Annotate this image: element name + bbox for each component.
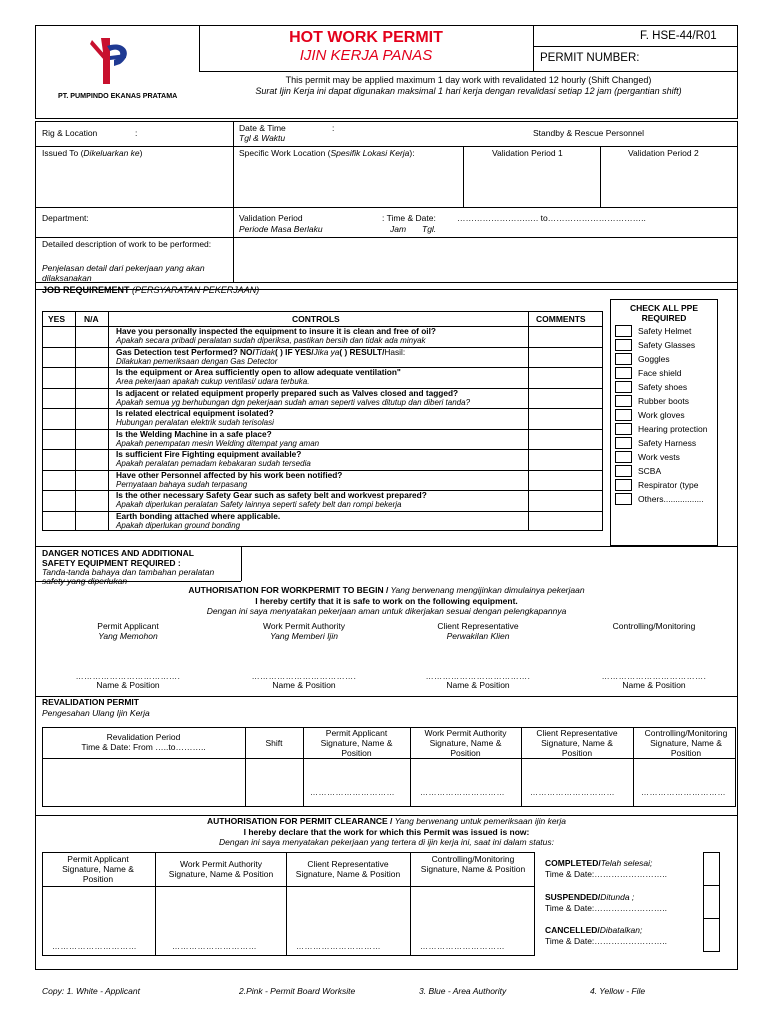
reval-col-client: Client Representative Signature, Name & Position [536,728,618,758]
cancelled-checkbox[interactable] [703,918,720,952]
form-code: F. HSE-44/R01 [640,30,717,42]
permit-number-label[interactable]: PERMIT NUMBER: [540,52,640,64]
ppe-label: SCBA [638,466,662,476]
control-question: Is the Welding Machine in a safe place? [116,429,272,439]
date-time-label-id: Tgl & Waktu [239,133,286,143]
rig-location-label: Rig & Location [42,128,98,138]
reval-col-applicant: Permit Applicant Signature, Name & Position [320,728,393,758]
company-logo [58,34,180,104]
ppe-label: Safety Harness [638,438,697,448]
description-label-id: Penjelasan detail dari pekerjaan yang akan dilaksanakan [42,263,205,283]
revalidation-title-id: Pengesahan Ulang Ijin Kerja [42,708,150,718]
footer-copy-3: 3. Blue - Area Authority [419,986,507,996]
validation-period-2-label: Validation Period 2 [628,148,699,158]
date-time-colon: : [332,123,335,133]
auth-signature-dots[interactable]: ………………………………. [425,672,531,681]
control-question: Is the equipment or Area sufficiently open to allow adequate ventilation" [116,367,401,377]
validation-period-1-label: Validation Period 1 [492,148,563,158]
control-question: Gas Detection test Performed? NO/Tidak( ) IF YES/Jika ya( ) RESULT/Hasil: [116,347,406,357]
status-completed: COMPLETED/Telah selesai; [545,858,653,868]
company-name: PT. PUMPINDO EKANAS PRATAMA [58,91,178,100]
ppe-label: Respirator (type [638,480,699,490]
auth-name-position: Name & Position [272,680,336,690]
col-yes: YES [48,314,66,324]
authorisation-certify-id: Dengan ini saya menyatakan pekerjaan aman untuk dikerjakan sesuai dengan pelengkapannya [206,606,567,616]
tgl-label: Tgl. [422,224,437,234]
auth-name-position: Name & Position [446,680,510,690]
reval-authority-dots[interactable]: ………………………… [420,788,505,797]
auth-signature-dots[interactable]: ………………………………. [75,672,181,681]
control-question: Is sufficient Fire Fighting equipment available? [116,449,302,459]
clear-authority-dots[interactable]: ………………………… [172,942,257,951]
col-comments: COMMENTS [536,314,586,324]
reval-client-dots[interactable]: ………………………… [530,788,615,797]
auth-role-label: Controlling/Monitoring [612,621,696,631]
status-suspended: SUSPENDED/Ditunda ; [545,892,635,902]
permit-subtitle: IJIN KERJA PANAS [299,47,433,64]
footer-copy-4: 4. Yellow - File [590,986,646,996]
clear-col-authority: Work Permit Authority Signature, Name & Position [168,859,274,879]
description-label: Detailed description of work to be performed: [42,239,212,249]
cancelled-time-date[interactable]: Time & Date:…………………….. [545,936,668,946]
job-requirement-title: JOB REQUIREMENT (PERSYARATAN PEKERJAAN) [42,285,260,295]
ppe-label: Work vests [638,452,680,462]
completed-checkbox[interactable] [703,852,720,886]
control-translation: Area pekerjaan apakah cukup ventilasi/ udara terbuka. [116,377,310,386]
control-question: Have you personally inspected the equipment to insure it is clean and free of oil? [116,326,436,336]
time-date-dots[interactable]: …………………….…. to…………………………….. [457,213,646,223]
auth-name-position: Name & Position [96,680,160,690]
auth-role-label-id: Yang Memberi Ijin [270,631,338,641]
suspended-time-date[interactable]: Time & Date:…………………….. [545,903,668,913]
ppe-label: Rubber boots [638,396,690,406]
ppe-label: Hearing protection [638,424,708,434]
authorisation-certify: I hereby certify that it is safe to work on the following equipment. [255,596,518,606]
reval-col-controlling: Controlling/Monitoring Signature, Name & Position [644,728,728,758]
auth-role-label: Work Permit Authority [262,621,346,631]
control-question: Is the other necessary Safety Gear such as safety belt and workvest prepared? [116,490,427,500]
date-time-label: Date & Time [239,123,286,133]
clear-col-client: Client Representative Signature, Name & Position [295,859,401,879]
completed-time-date[interactable]: Time & Date:…………………….. [545,869,668,879]
control-translation: Apakah penempatan mesin Welding ditempat yang aman [116,439,320,448]
revalidation-title: REVALIDATION PERMIT [42,697,139,707]
control-question: Is adjacent or related equipment properly prepared such as Valves closed and tagged? [116,388,459,398]
time-date-label: : Time & Date: [382,213,436,223]
validation-period-label: Validation Period [239,213,303,223]
footer-copy-1: Copy: 1. White - Applicant [42,986,140,996]
jam-label: Jam [390,224,407,234]
standby-rescue-label: Standby & Rescue Personnel [533,128,645,138]
ppe-label: Safety shoes [638,382,688,392]
control-translation: Apakah diperlukan peralatan Safety lainnya seperti safety belt dan rompi bekerja [116,500,402,509]
ppe-label: Safety Helmet [638,326,692,336]
clear-controlling-dots[interactable]: ………………………… [420,942,505,951]
control-question: Earth bonding attached where applicable. [116,511,281,521]
auth-role-label-id: Yang Memohon [98,631,158,641]
auth-name-position: Name & Position [622,680,686,690]
col-na: N/A [84,314,99,324]
status-cancelled: CANCELLED/Dibatalkan; [545,925,643,935]
auth-role-label: Permit Applicant [97,621,159,631]
permit-note-id: Surat Ijin Kerja ini dapat digunakan maksimal 1 hari kerja dengan revalidasi setiap 12 jam (pergantian shift) [255,86,682,96]
reval-applicant-dots[interactable]: ………………………… [310,788,395,797]
clearance-title: AUTHORISATION FOR PERMIT CLEARANCE / Yang berwenang untuk pemeriksaan ijin kerja [206,816,566,826]
control-translation: Apakah secara pribadi peralatan sudah diperiksa, pastikan bersih dan tidak ada minyak [116,336,426,345]
specific-location-label: Specific Work Location (Spesifik Lokasi Kerja): [239,148,415,158]
department-label: Department: [42,213,89,223]
control-question: Have other Personnel affected by his work been notified? [116,470,343,480]
control-translation: Apakah diperlukan ground bonding [116,521,241,530]
clear-applicant-dots[interactable]: ………………………… [52,942,137,951]
ppe-label: Face shield [638,368,682,378]
ppe-title: CHECK ALL PPE REQUIRED [629,303,698,323]
ppe-label: Work gloves [638,410,685,420]
issued-to-label: Issued To (Dikeluarkan ke) [42,148,143,158]
reval-col-shift: Shift [265,738,283,748]
auth-signature-dots[interactable]: ………………………………. [601,672,707,681]
clear-col-controlling: Controlling/Monitoring Signature, Name & Position [420,854,526,874]
auth-signature-dots[interactable]: ………………………………. [251,672,357,681]
ppe-label: Others................. [638,494,704,504]
authorisation-title: AUTHORISATION FOR WORKPERMIT TO BEGIN / Yang berwenang mengijinkan dimulainya pekerjaan [188,585,585,595]
control-translation: Dilakukan pemeriksaan dengan Gas Detector [116,357,278,366]
col-controls: CONTROLS [292,314,340,324]
validation-period-label-id: Periode Masa Berlaku [239,224,323,234]
control-translation: Apakah semua yg berhubungan dgn pekerjaan sudah aman seperti valves ditutup dan diberi tanda? [116,398,471,407]
danger-notices-title: DANGER NOTICES AND ADDITIONAL SAFETY EQUIPMENT REQUIRED : [42,548,194,568]
permit-note-en: This permit may be applied maximum 1 day work with revalidated 12 hourly (Shift Changed) [285,75,652,85]
control-translation: Hubungan peralatan elektrik sudah terisolasi [116,418,274,427]
danger-notices-title-id: Tanda-tanda bahaya dan tambahan peralatan safety yang diperlukan [42,567,215,586]
clearance-declare: I hereby declare that the work for which this Permit was issued is now: [243,827,530,837]
ppe-label: Goggles [638,354,670,364]
footer-copy-2: 2.Pink - Permit Board Worksite [239,986,356,996]
clear-client-dots[interactable]: ………………………… [296,942,381,951]
auth-role-label-id: Perwakilan Klien [446,631,510,641]
reval-controlling-dots[interactable]: ………………………… [641,788,726,797]
clear-col-applicant: Permit Applicant Signature, Name & Position [62,854,134,884]
reval-col-period: Revalidation Period Time & Date: From …..to……….. [81,732,206,752]
ppe-label: Safety Glasses [638,340,696,350]
control-translation: Apakah peralatan pemadam kebakaran sudah tersedia [116,459,311,468]
rig-location-colon: : [135,128,138,138]
suspended-checkbox[interactable] [703,885,720,919]
control-question: Is related electrical equipment isolated? [116,408,274,418]
auth-role-label: Client Representative [437,621,519,631]
clearance-declare-id: Dengan ini saya menyatakan pekerjaan yang tertera di ijin kerja ini, saat ini dalam status: [219,837,554,847]
reval-col-authority: Work Permit Authority Signature, Name & Position [424,728,507,758]
control-translation: Pernyataan bahaya sudah terpasang [116,480,248,489]
permit-title: HOT WORK PERMIT [289,29,443,46]
